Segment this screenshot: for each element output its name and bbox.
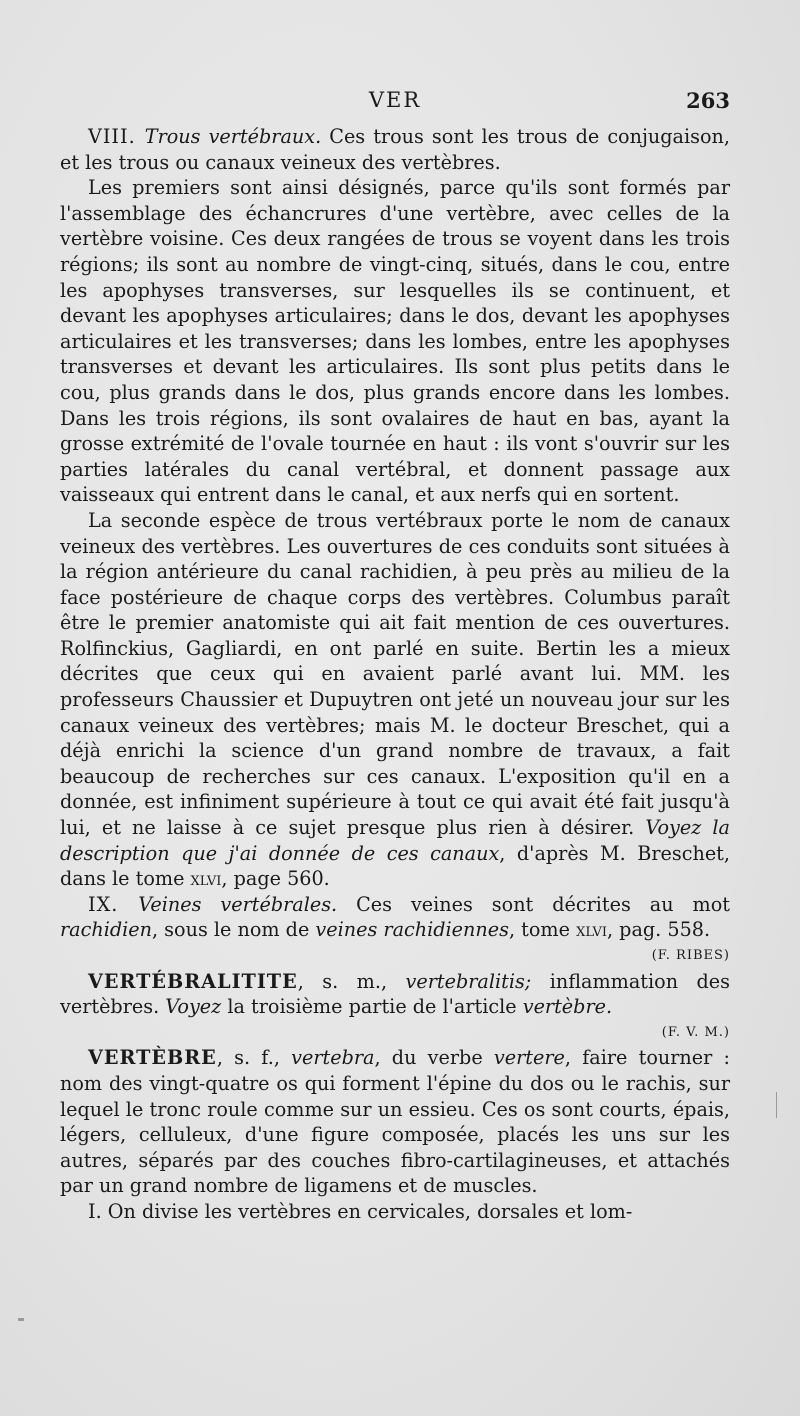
text-run: , s. m., (297, 969, 406, 993)
author-signature: (F. V. M.) (661, 1024, 730, 1040)
text-run: , faire tourner : nom des vingt-quatre os qui forment l'épine du dos ou le rachis, sur lequel le tronc roule comme sur un essieu. Ces os sont courts, épais, légers, celluleux, d'une figure composée, placés les uns sur les autres, séparés par des couches fibro-cartilagineuses, et attachés par un grand nombre de ligamens et de muscles. (60, 1046, 730, 1198)
text-run: VIII. (88, 125, 145, 148)
paragraph-p4 (60, 892, 730, 969)
text-run: xlvi (190, 867, 222, 891)
margin-speck (18, 1318, 24, 1321)
text-run: , s. f., (216, 1046, 292, 1070)
text-run: Trous vertébraux. (144, 125, 322, 148)
text-run: la troisième partie de l'article (221, 995, 523, 1019)
text-run: vertebralitis; (405, 969, 532, 993)
text-run: VERTÉBRALITITE (88, 969, 298, 993)
text-run: veines rachidiennes (315, 918, 509, 942)
paragraph-p6 (60, 1045, 730, 1199)
text-run: , du verbe (374, 1046, 494, 1070)
text-run: , d'après M. Breschet, dans le tome (60, 841, 730, 891)
text-run: vertèbre. (522, 995, 613, 1019)
text-run: La seconde espèce de trous vertébraux porte le nom de canaux veineux des vertèbres. Les ouvertures de ces conduits sont situées à la région antérieure du canal rachidien, à peu près au milieu de la face postérieure de chaque corps des vertèbres. Columbus paraît être le premier anatomiste qui ait fait mention de ces ouvertures. Rolfinckius, Gagliardi, en ont parlé en suite. Bertin les a mieux décrites que ceux qui en avaient parlé avant lui. MM. les professeurs Chaussier et Dupuytren ont jeté un nouveau jour sur les canaux veineux des vertèbres; mais M. le docteur Breschet, qui a déjà enrichi la science d'un grand nombre de travaux, a fait beaucoup de recherches sur ces canaux. L'exposition qu'il en a donnée, est infiniment supérieure à tout ce qui avait été fait jusqu'à lui, et ne laisse à ce sujet presque plus rien à désirer. (60, 508, 730, 840)
text-run: , pag. 558. (606, 918, 711, 942)
author-signature: (F. RIBES) (651, 948, 730, 963)
running-head (60, 88, 730, 114)
text-run: , sous le nom de (151, 918, 316, 942)
page-body (60, 124, 730, 1225)
paragraph-p5 (60, 969, 730, 1046)
text-run: Veines vertébrales. (138, 892, 338, 916)
text-run: VERTÈBRE (88, 1046, 217, 1070)
text-run: , tome (508, 918, 577, 942)
running-title: VER (368, 88, 422, 112)
text-run: Les premiers sont ainsi désignés, parce qu'ils sont formés par l'assemblage des échancrures d'une vertèbre, avec celles de la vertèbre voisine. Ces deux rangées de trous se voyent dans les trois régions; ils sont au nombre de vingt-cinq, situés, dans le cou, entre les apophyses transverses, sur lesquelles ils se continuent, et devant les apophyses articulaires; dans le dos, devant les apophyses articulaires et les transverses; dans les lombes, entre les apophyses transverses et devant les articulaires. Ils sont plus petits dans le cou, plus grands dans le dos, plus grands encore dans les lombes. Dans les trois régions, ils sont ovalaires de haut en bas, ayant la grosse extrémité de l'ovale tournée en haut : ils vont s'ouvrir sur les parties latérales du canal vertébral, et donnent passage aux vaisseaux qui entrent dans le canal, et aux nerfs qui en sortent. (60, 176, 730, 507)
text-run: vertere (493, 1046, 565, 1070)
paragraph-p1 (60, 124, 730, 175)
text-run: Ces trous sont les trous de conjugaison, et les trous ou canaux veineux des vertèbres. (60, 125, 730, 174)
text-run: , page 560. (221, 867, 330, 891)
text-run: xlvi (576, 918, 607, 942)
text-run: IX. (88, 892, 139, 916)
margin-scratch (776, 1092, 777, 1118)
page-number: 263 (686, 88, 730, 113)
text-run: rachidien (60, 918, 152, 942)
text-run: I. On divise les vertèbres en cervicales, dorsales et lom- (88, 1199, 633, 1223)
paragraph-p3 (60, 508, 730, 892)
text-run: Voyez (165, 995, 222, 1019)
text-run: Ces veines sont décrites au mot (337, 892, 730, 916)
paragraph-p2 (60, 175, 730, 508)
text-run: inflammation des vertèbres. (60, 969, 730, 1019)
text-run: vertebra (291, 1046, 375, 1070)
paragraph-p7 (60, 1199, 730, 1225)
text-run: Voyez la description que j'ai donnée de ces canaux (60, 816, 730, 865)
